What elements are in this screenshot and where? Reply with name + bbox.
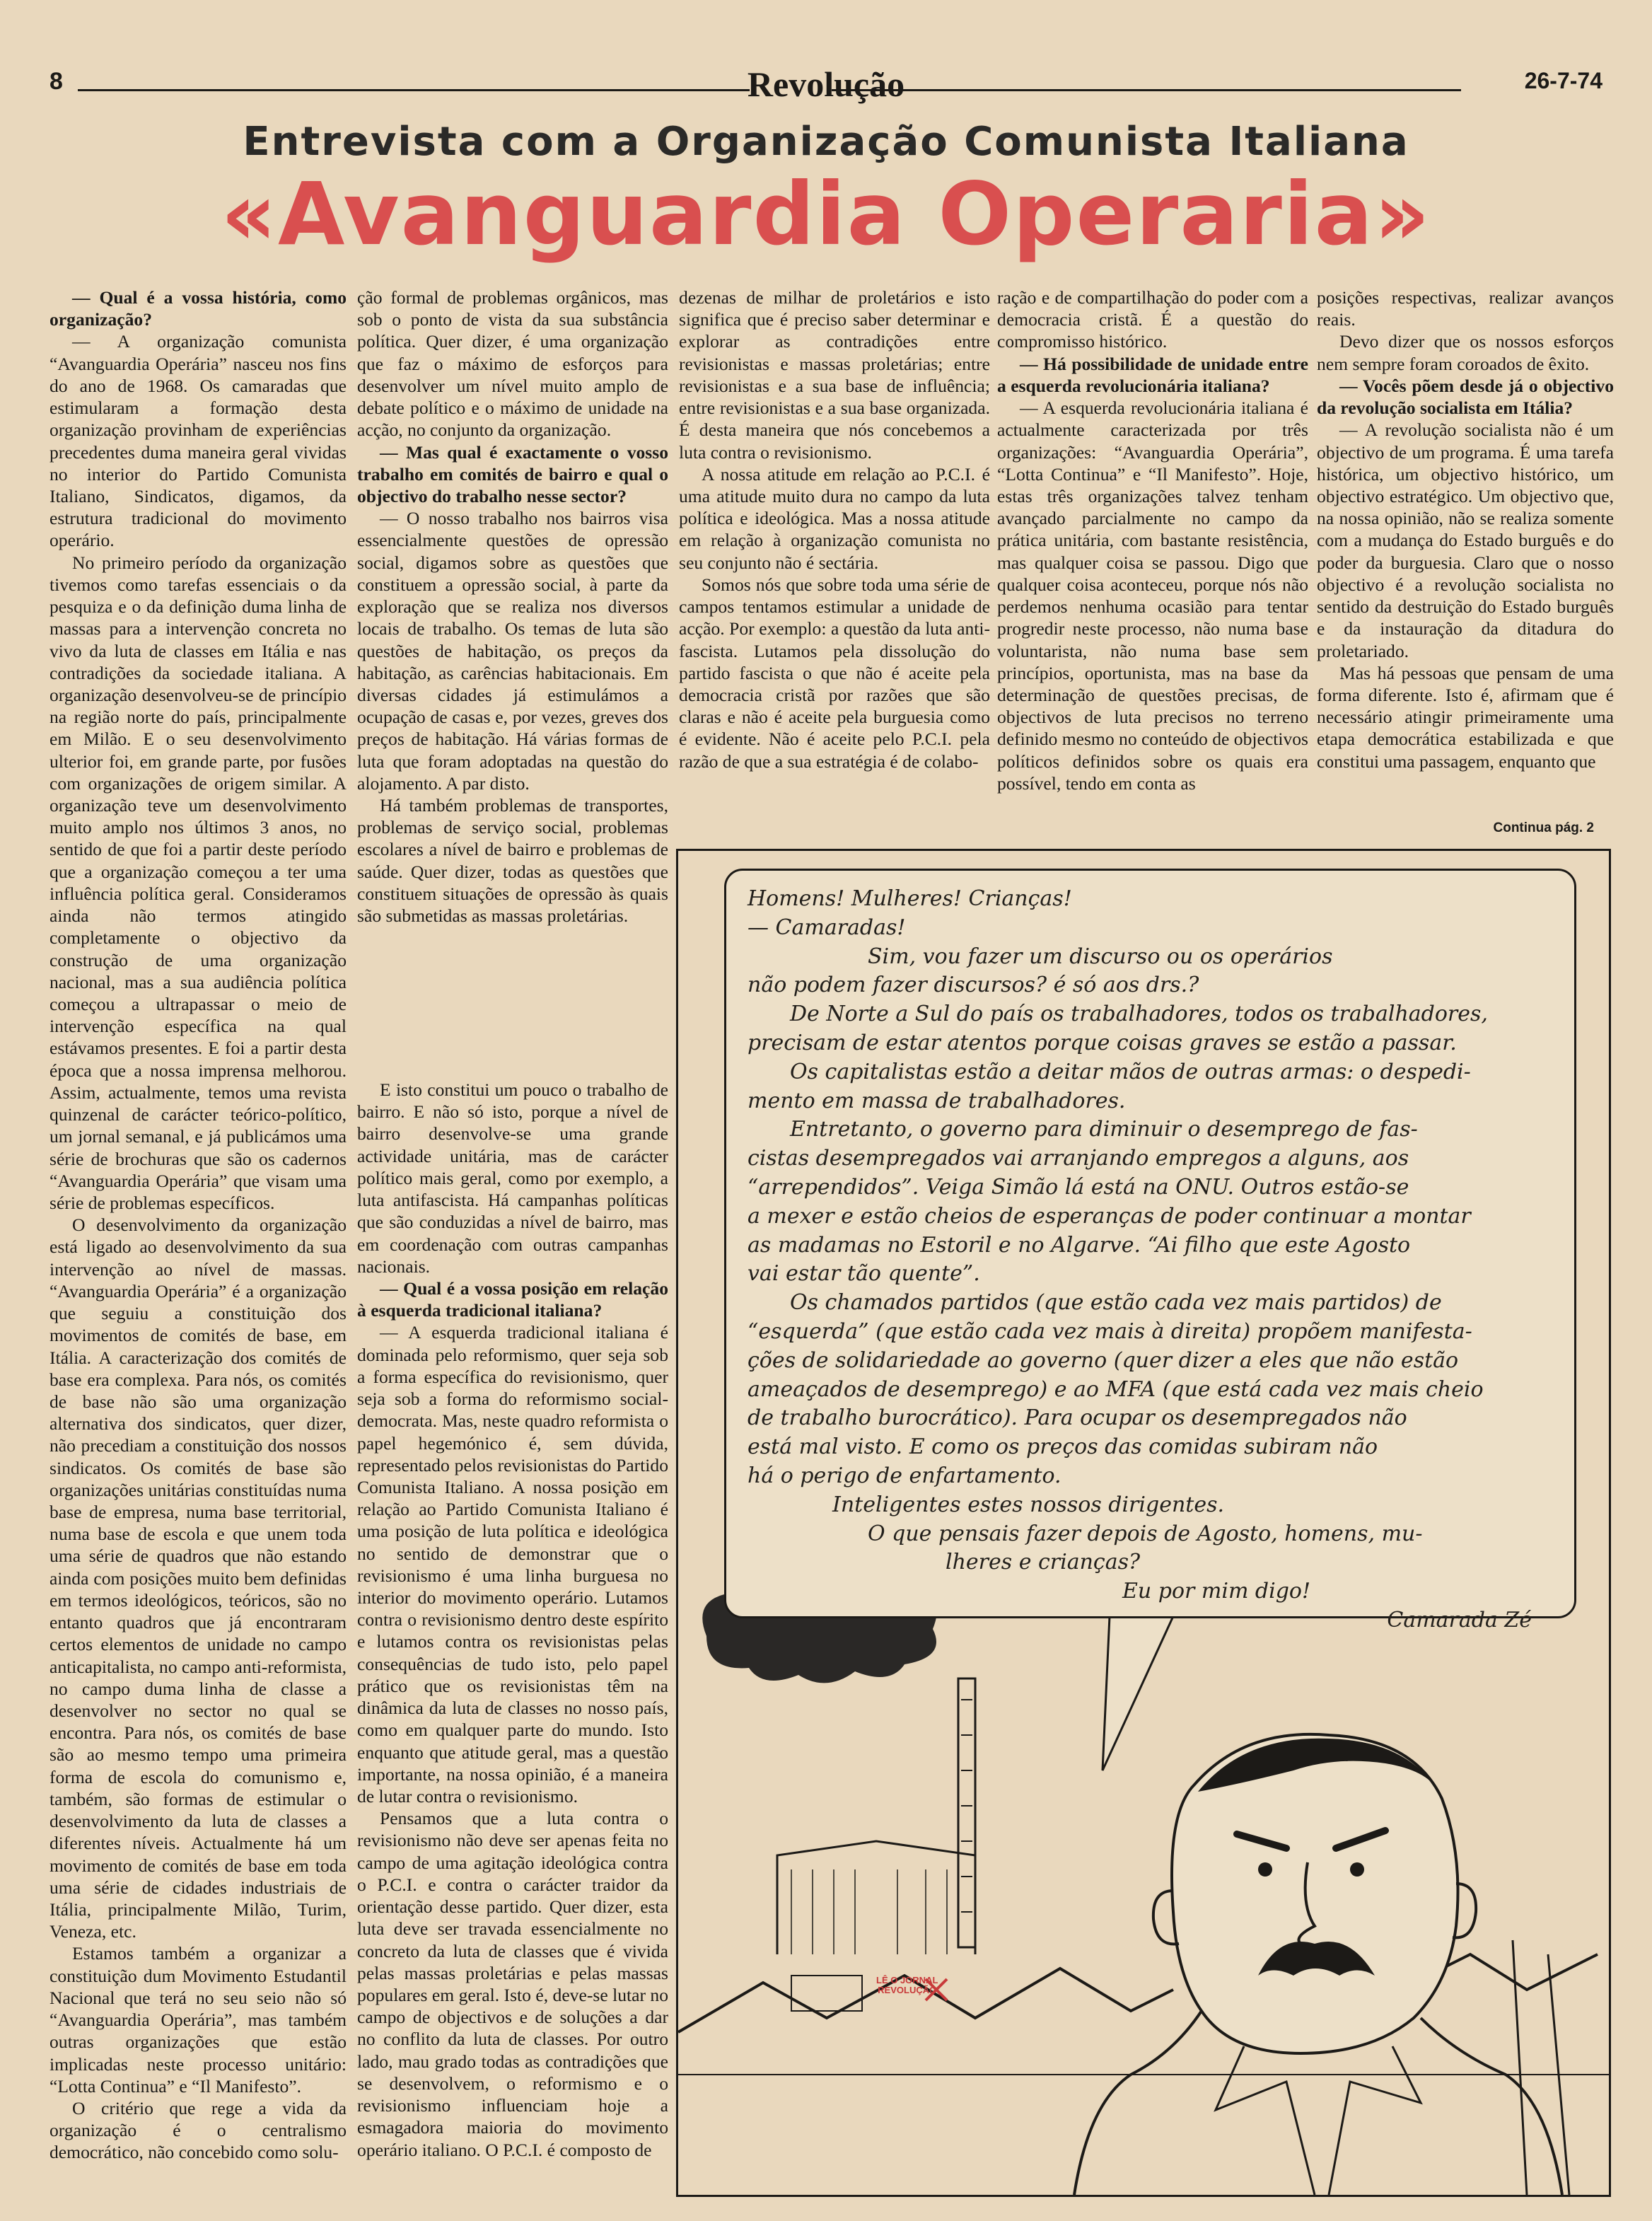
paragraph: Estamos também a organizar a constituição dum Movimento Estudantil Nacional que terá no seu seio não só “Avanguardia Operária”, mas também outras organizações que estão implicadas neste processo unitário: “Lotta Continua” e “Il Manifesto”. [50, 1943, 347, 2097]
logo-line-2: REVOLUÇÃO [878, 1985, 937, 1996]
speech-line: a mexer e estão cheios de esperanças de poder continuar a montar [748, 1203, 1471, 1229]
speech-line: Homens! Mulheres! Crianças! [748, 886, 1072, 911]
speech-line: “esquerda” (que estão cada vez mais à direita) propõem manifesta- [748, 1318, 1472, 1344]
paragraph: O desenvolvimento da organização está ligado ao desenvolvimento da sua intervenção ao nível de massas. “Avanguardia Operária” é a organização que seguiu a constituição dos movimentos de comités de base, em Itália. A caracterização dos comités de base era complexa. Para nós, os comités de base não são uma organização alternativa dos sindicatos, quer dizer, não precediam a constituição dos nossos sindicatos. Os comités de base são organizações unitárias constituídas numa base de empresa, numa base territorial, numa base de escola e que unem toda uma série de quadros que não estando ainda com posições muito bem definidas em termos ideológicos, teóricos, são no entanto quadros que já encontraram certos elementos de unidade no campo anticapitalista, no campo anti-reformista, no campo duma linha de classe a desenvolver no sector no qual se encontra. Para nós, os comités de base são ao mesmo tempo uma primeira forma de escola do comunismo e, também, são formas de estimular o desenvolvimento da luta de classes a diferentes níveis. Actualmente há um movimento de comités de base em toda uma série de cidades industriais de Itália, principalmente Milão, Turim, Veneza, etc. [50, 1214, 347, 1942]
interview-question: — Qual é a vossa história, como organização? [50, 287, 347, 330]
speech-line: não podem fazer discursos? é só aos drs.? [748, 973, 1199, 998]
speech-line: ções de solidariedade ao governo (quer dizer a eles que não estão [748, 1347, 1459, 1373]
newspaper-name: Revolução [747, 64, 905, 104]
paragraph: posições respectivas, realizar avanços reais. [1317, 287, 1614, 330]
paragraph: — A revolução socialista não é um objectivo de um programa. É uma tarefa histórica, um objectivo histórico, um objectivo estratégico. Um objectivo que, na nossa opinião, não se realiza somente com a mudança do Estado burguês e do poder da burguesia. Claro que o nosso objectivo é a revolução socialista no sentido da destruição do Estado burguês e da instauração da ditadura do proletariado. [1317, 419, 1614, 661]
speech-line: O que pensais fazer depois de Agosto, homens, mu- [868, 1521, 1423, 1546]
paragraph: Há também problemas de transportes, problemas de serviço social, problemas escolares a nível de bairro e problemas de saúde. Quer dizer, todas as questões que constituem situações de opressão às quais são submetidas as massas proletárias. [357, 795, 668, 927]
interview-question: — Há possibilidade de unidade entre a esquerda revolucionária italiana? [997, 353, 1308, 396]
paragraph: — A organização comunista “Avanguardia Operária” nasceu nos fins do ano de 1968. Os camaradas que estimularam a formação desta organização provinham de experiências precedentes duma maneira geral vividas no interior do Partido Comunista Italiano, Sindicatos, digamos, da estrutura tradicional do movimento operário. [50, 331, 347, 551]
text-column-2-lower [357, 1079, 668, 2196]
speech-line: as madamas no Estoril e no Algarve. “Ai filho que este Agosto [748, 1232, 1411, 1258]
factory-building [777, 1841, 975, 1954]
paragraph: ção formal de problemas orgânicos, mas sob o ponto de vista da sua substância política. Quer dizer, é uma organização que faz o máximo de esforços para desenvolver um nível muito amplo de debate político e o máximo de unidade na acção, no conjunto da organização. [357, 287, 668, 441]
speech-line: de trabalho burocrático). Para ocupar os desempregados não [748, 1405, 1407, 1431]
speech-bubble [724, 869, 1576, 1633]
signature: Camarada Zé [1387, 1607, 1532, 1633]
speech-tail [1103, 1616, 1173, 1770]
logo-line-1: LÊ O JORNAL [876, 1975, 938, 1985]
revolucao-logo [876, 1976, 938, 1996]
paragraph: E isto constitui um pouco o trabalho de bairro. E não só isto, porque a nível de bairro desenvolve-se uma grande actividade unitária, mas de carácter político mais geral, como por exemplo, a luta antifascista. Há campanhas políticas que são conduzidas a nível de bairro, mas em coordenação com outras campanhas nacionais. [357, 1079, 668, 1277]
speech-line: está mal visto. E como os preços das comidas subiram não [748, 1434, 1378, 1460]
speech-line: cistas desempregados vai arranjando empregos a alguns, aos [748, 1146, 1409, 1171]
speech-line: — Camaradas! [748, 915, 906, 940]
text-column-5 [1317, 286, 1614, 824]
paragraph: A nossa atitude em relação ao P.C.I. é uma atitude muito dura no campo da luta política e ideológica. Mas a nossa atitude em relação à organização comunista no seu conjunto não é sectária. [679, 463, 990, 573]
text-column-2 [357, 286, 668, 1075]
speech-line: De Norte a Sul do país os trabalhadores, todos os trabalhadores, [790, 1002, 1488, 1027]
issue-date: 26-7-74 [1524, 68, 1602, 93]
speech-line: ameaçados de desemprego) e ao MFA (que está cada vez mais cheio [748, 1376, 1484, 1402]
paragraph: O critério que rege a vida da organização é o centralismo democrático, não concebido como solu- [50, 2097, 347, 2163]
speech-line: Eu por mim digo! [1122, 1579, 1311, 1604]
continued-note: Continua pág. 2 [1493, 820, 1594, 835]
worker-shoulder-right [1421, 2018, 1562, 2195]
text-column-1 [50, 286, 347, 2196]
paragraph: Mas há pessoas que pensam de uma forma diferente. Isto é, afirmam que é necessário atingir primeiramente uma etapa democrática estabilizada e que constitui uma passagem, enquanto que [1317, 662, 1614, 772]
speech-line: Inteligentes estes nossos dirigentes. [832, 1492, 1225, 1517]
text-column-3 [679, 286, 990, 838]
text-column-4 [997, 286, 1308, 838]
masthead [50, 64, 1602, 113]
worker-shoulder-left [1074, 2011, 1202, 2195]
paragraph: — A esquerda tradicional italiana é dominada pelo reformismo, quer seja sob a forma específica do revisionismo, quer seja sob a forma do reformismo social-democrata. Mas, neste quadro reformista o papel hegemónico é, sem dúvida, representado pelos revisionistas do Partido Comunista Italiano. A nossa posição em relação ao Partido Comunista Italiano é uma posição de luta política e ideológica no sentido de demonstrar que o revisionismo é uma linha burguesa no interior do movimento operário. Lutamos contra o revisionismo dentro deste espírito e lutamos contra os revisionistas pelas consequências de tudo isto, pelo papel prático que os revisionistas têm na dinâmica da luta de classes no nosso país, como em qualquer parte do mundo. Isto enquanto que atitude geral, mas a questão importante, na nossa opinião, é a maneira de lutar contra o revisionismo. [357, 1322, 668, 1807]
speech-line: Entretanto, o governo para diminuir o desemprego de fas- [790, 1117, 1418, 1142]
speech-line: vai estar tão quente”. [748, 1261, 980, 1287]
article-headline: Entrevista com a Organização Comunista Italiana [243, 119, 1409, 165]
interview-question: — Vocês põem desde já o objectivo da revolução socialista em Itália? [1317, 375, 1614, 419]
speech-line: Os chamados partidos (que estão cada vez mais partidos) de [790, 1290, 1442, 1316]
paragraph: No primeiro período da organização tivemos como tarefas essenciais o da pesquiza e o da definição duma linha de massas para a intervenção concreta no vivo da luta de classes em Itália e nas contradições da sociedade italiana. A organização desenvolveu-se de princípio na região norte do país, principalmente em Milão. E o seu desenvolvimento ulterior foi, em grande parte, por fusões com organizações de origem similar. A organização teve um desenvolvimento muito amplo nos últimos 3 anos, no sentido de que foi a partir deste período que a organização começou a ter uma influência política geral. Consideramos ainda não termos atingido completamente o objectivo da construção de uma organização nacional, mas a sua audiência política começou a ultrapassar o meio de intervenção específica na qual estávamos presentes. E foi a partir desta época que a nossa imprensa melhorou. Assim, actualmente, temos uma revista quinzenal de carácter teórico-político, um jornal semanal, e já publicámos uma série de brochuras que são os cadernos “Avanguardia Operária” que visam uma série de problemas específicos. [50, 552, 347, 1213]
speech-line: Sim, vou fazer um discurso ou os operários [868, 944, 1333, 969]
speech-line: mento em massa de trabalhadores. [748, 1088, 1126, 1113]
paragraph: Somos nós que sobre toda uma série de campos tentamos estimular a unidade de acção. Por exemplo: a questão da luta anti-fascista. Lutamos pela dissolução do partido fascista o que não é aceite pela democracia cristã por razões que são claras e não é aceite pela burguesia como é evidente. Não é aceite pelo P.C.I. pela razão de que a sua estratégia é de colabo- [679, 574, 990, 772]
speech-line: há o perigo de enfartamento. [748, 1463, 1061, 1488]
paragraph: Pensamos que a luta contra o revisionismo não deve ser apenas feita no campo de uma agitação ideológica contra o P.C.I. e contra o carácter traidor da orientação desse partido. Quer dizer, esta luta deve ser travada essencialmente no concreto da luta de classes que é vivida pelas massas proletárias e pelas massas populares em geral. Isto é, deve-se lutar no campo de objectivos e de soluções a dar no conflito da luta de classes. Por outro lado, mau grado todas as contradições que se desenvolvem, o reformismo e o revisionismo influenciam hoje a esmagadora maioria do movimento operário italiano. O P.C.I. é composto de [357, 1808, 668, 2160]
speech-line: lheres e crianças? [946, 1550, 1141, 1575]
overall-strap [1513, 1940, 1569, 2195]
speech-line: precisam de estar atentos porque coisas graves se estão a passar. [748, 1030, 1457, 1055]
chimney [958, 1678, 975, 1947]
worker-collar [1216, 2046, 1315, 2195]
paragraph: Devo dizer que os nossos esforços nem sempre foram coroados de êxito. [1317, 331, 1614, 374]
page-number: 8 [50, 68, 63, 95]
paragraph: dezenas de milhar de proletários e isto significa que é preciso saber determinar e explorar as contradições entre revisionistas e massas proletárias; entre revisionistas e a sua base de influência; entre revisionistas e a sua base organizada. É desta maneira que nós concebemos a luta contra o revisionismo. [679, 287, 990, 463]
speech-line: Os capitalistas estão a deitar mãos de outras armas: o despedi- [790, 1059, 1471, 1084]
cartoon-illustration [676, 849, 1611, 2197]
speech-line: “arrependidos”. Veiga Simão lá está na ONU. Outros estão-se [748, 1174, 1409, 1200]
paragraph: — O nosso trabalho nos bairros visa essencialmente questões de opressão social, digamos sobre as questões que constituem a opressão social, à parte da exploração que se realiza nos diversos locais de trabalho. Os temas de luta são questões de habitação, os preços da habitação, as carências habitacionais. Em diversas cidades já estimulámos a ocupação de casas e, por vezes, greves dos preços de habitação. Há várias formas de luta que foram adoptadas na questão do alojamento. A par disto. [357, 508, 668, 794]
interview-question: — Mas qual é exactamente o vosso trabalho em comités de bairro e qual o objectivo do trabalho nesse sector? [357, 441, 668, 506]
interview-question: — Qual é a vossa posição em relação à esquerda tradicional italiana? [357, 1277, 668, 1321]
paragraph: — A esquerda revolucionária italiana é actualmente caracterizada por três organizações: “Avanguardia Operária”, “Lotta Continua” e “Il Manifesto”. Hoje, estas três organizações talvez tenham avançado parcialmente no campo da prática unitária, com bastante resistência, mas qualquer coisa se passou. Digo que qualquer coisa aconteceu, porque nós não perdemos nenhuma ocasião para tentar progredir neste processo, não numa base voluntarista, não numa base sem princípios, oportunista, mas na base da determinação de questões precisas, de objectivos de luta precisos no terreno definido mesmo no conteúdo de objectivos políticos definidos sobre os quais era possível, tendo em conta as [997, 398, 1308, 794]
article-title: «Avanguardia Operaria» [221, 164, 1431, 265]
speech-text [748, 885, 1553, 1635]
paragraph: ração e de compartilhação do poder com a democracia cristã. É a questão do compromisso histórico. [997, 287, 1308, 352]
